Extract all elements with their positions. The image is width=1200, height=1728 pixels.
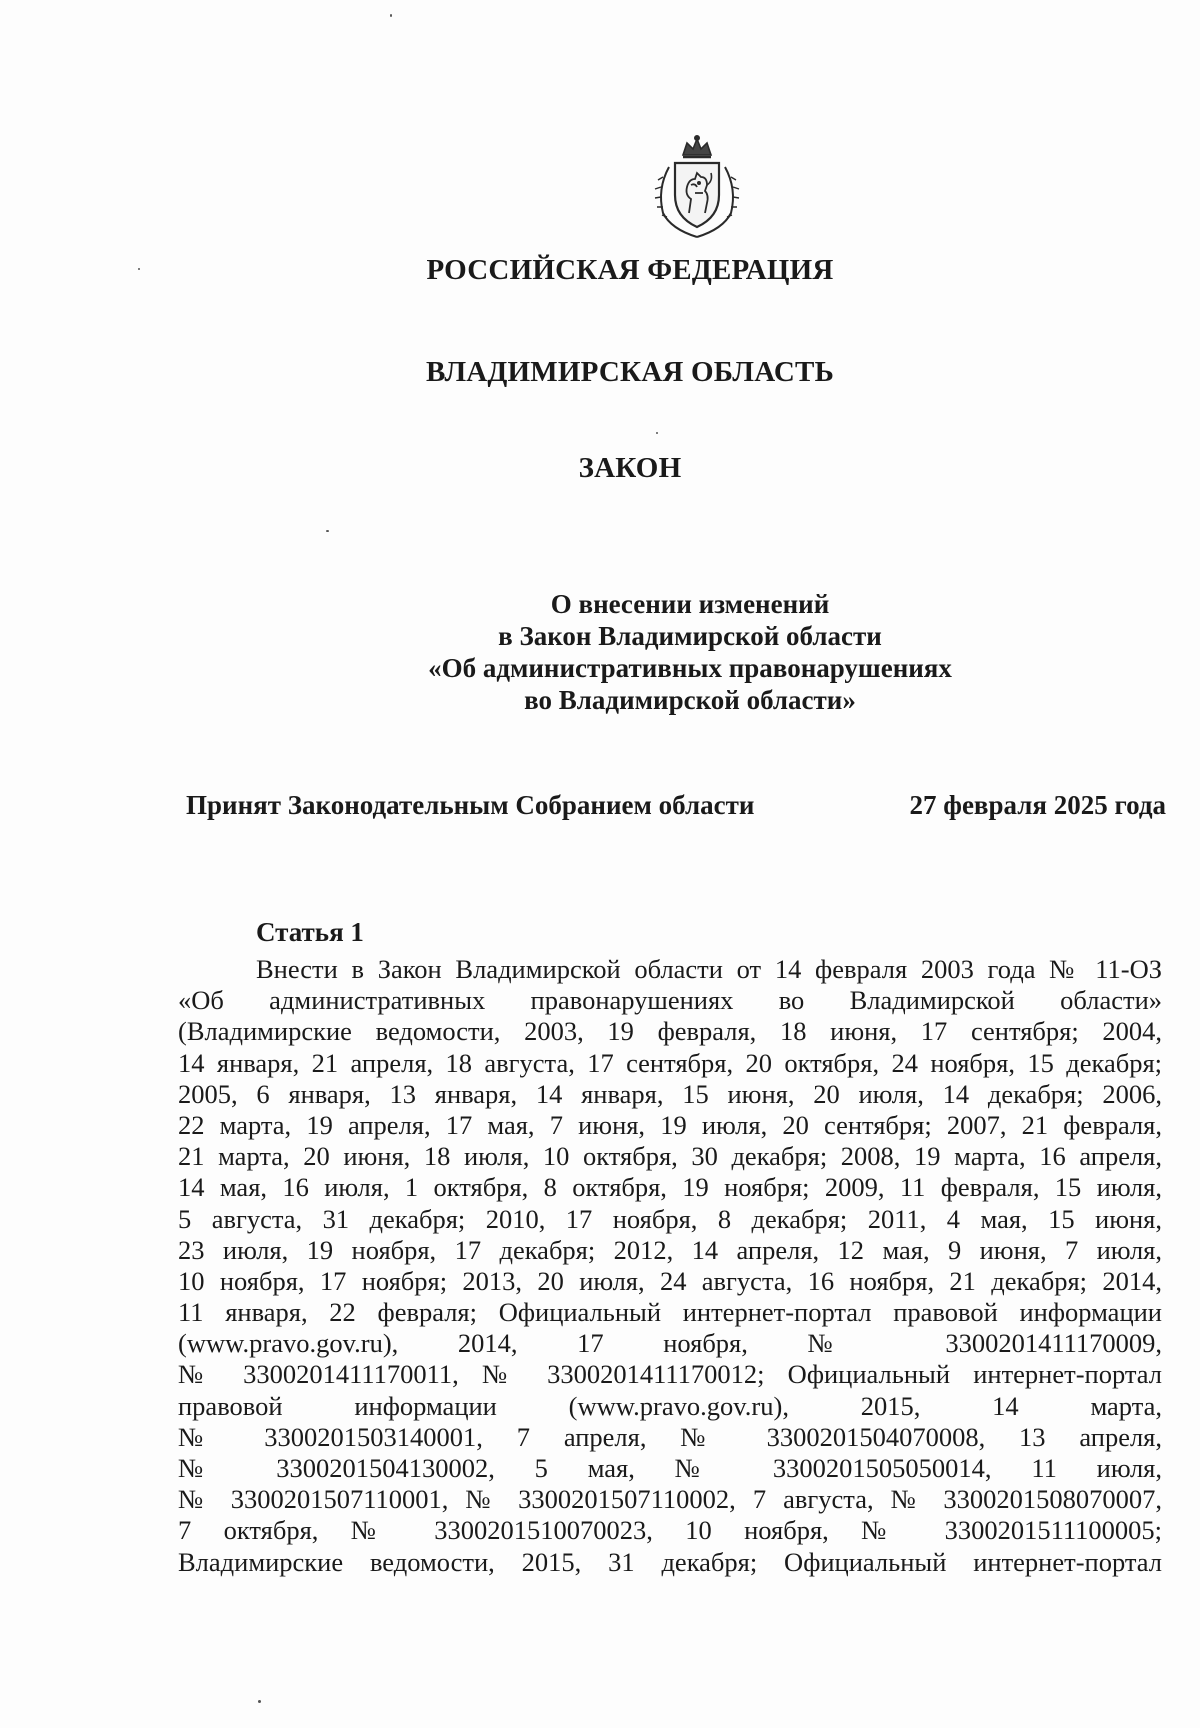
- article-line: № 3300201503140001, 7 апреля, № 3300201504070008, 13 апреля,: [178, 1421, 1162, 1452]
- article-line: 14 января, 21 апреля, 18 августа, 17 сентября, 20 октября, 24 ноября, 15 декабря;: [178, 1047, 1162, 1078]
- document-type-heading: ЗАКОН: [578, 452, 682, 484]
- law-title-line: О внесении изменений: [550, 589, 830, 619]
- law-title-line: «Об административных правонарушениях: [428, 653, 952, 683]
- article-line: № 3300201411170011, № 3300201411170012; Официальный интернет-портал: [178, 1359, 1162, 1390]
- article-line: 2005, 6 января, 13 января, 14 января, 15 июня, 20 июля, 14 декабря; 2006,: [178, 1078, 1162, 1109]
- law-title-line: во Владимирской области»: [524, 685, 856, 715]
- article-line: 10 ноября, 17 ноября; 2013, 20 июля, 24 августа, 16 ноября, 21 декабря; 2014,: [178, 1265, 1162, 1296]
- article-line: 11 января, 22 февраля; Официальный интернет-портал правовой информации: [178, 1297, 1162, 1328]
- scan-speck: [138, 268, 140, 270]
- country-heading: РОССИЙСКАЯ ФЕДЕРАЦИЯ: [426, 254, 834, 286]
- article-line: (Владимирские ведомости, 2003, 19 февраля, 18 июня, 17 сентября; 2004,: [178, 1016, 1162, 1047]
- article-body: [178, 954, 1162, 1578]
- article-line: (www.pravo.gov.ru), 2014, 17 ноября, № 3300201411170009,: [178, 1328, 1162, 1359]
- article-heading: Статья 1: [256, 917, 364, 947]
- coat-of-arms-icon: [649, 133, 745, 241]
- article-line: 5 августа, 31 декабря; 2010, 17 ноября, 8 декабря; 2011, 4 мая, 15 июня,: [178, 1203, 1162, 1234]
- article-line: правовой информации (www.pravo.gov.ru), 2015, 14 марта,: [178, 1390, 1162, 1421]
- adoption-label: Принят Законодательным Собранием области: [186, 790, 755, 820]
- law-title: [340, 588, 1040, 716]
- article-line: 22 марта, 19 апреля, 17 мая, 7 июня, 19 июля, 20 сентября; 2007, 21 февраля,: [178, 1109, 1162, 1140]
- article-line: 23 июля, 19 ноября, 17 декабря; 2012, 14 апреля, 12 мая, 9 июня, 7 июля,: [178, 1234, 1162, 1265]
- article-line: № 3300201507110001, № 3300201507110002, 7 августа, № 3300201508070007,: [178, 1484, 1162, 1515]
- scan-speck: [326, 530, 329, 532]
- scan-speck: [258, 1700, 261, 1703]
- article-line: 21 марта, 20 июня, 18 июля, 10 октября, 30 декабря; 2008, 19 марта, 16 апреля,: [178, 1141, 1162, 1172]
- law-title-line: в Закон Владимирской области: [498, 621, 882, 651]
- article-line: «Об административных правонарушениях во Владимирской области»: [178, 985, 1162, 1016]
- article-line: 7 октября, № 3300201510070023, 10 ноября, № 3300201511100005;: [178, 1515, 1162, 1546]
- scan-speck: [390, 14, 392, 17]
- scan-speck: [656, 432, 658, 434]
- region-heading: ВЛАДИМИРСКАЯ ОБЛАСТЬ: [426, 356, 834, 388]
- article-line: Владимирские ведомости, 2015, 31 декабря; Официальный интернет-портал: [178, 1546, 1162, 1577]
- article-line: 14 мая, 16 июля, 1 октября, 8 октября, 19 ноября; 2009, 11 февраля, 15 июля,: [178, 1172, 1162, 1203]
- adoption-date: 27 февраля 2025 года: [909, 790, 1166, 820]
- article-line: № 3300201504130002, 5 мая, № 3300201505050014, 11 июля,: [178, 1453, 1162, 1483]
- article-line: Внести в Закон Владимирской области от 14 февраля 2003 года № 11-ОЗ: [256, 954, 1162, 984]
